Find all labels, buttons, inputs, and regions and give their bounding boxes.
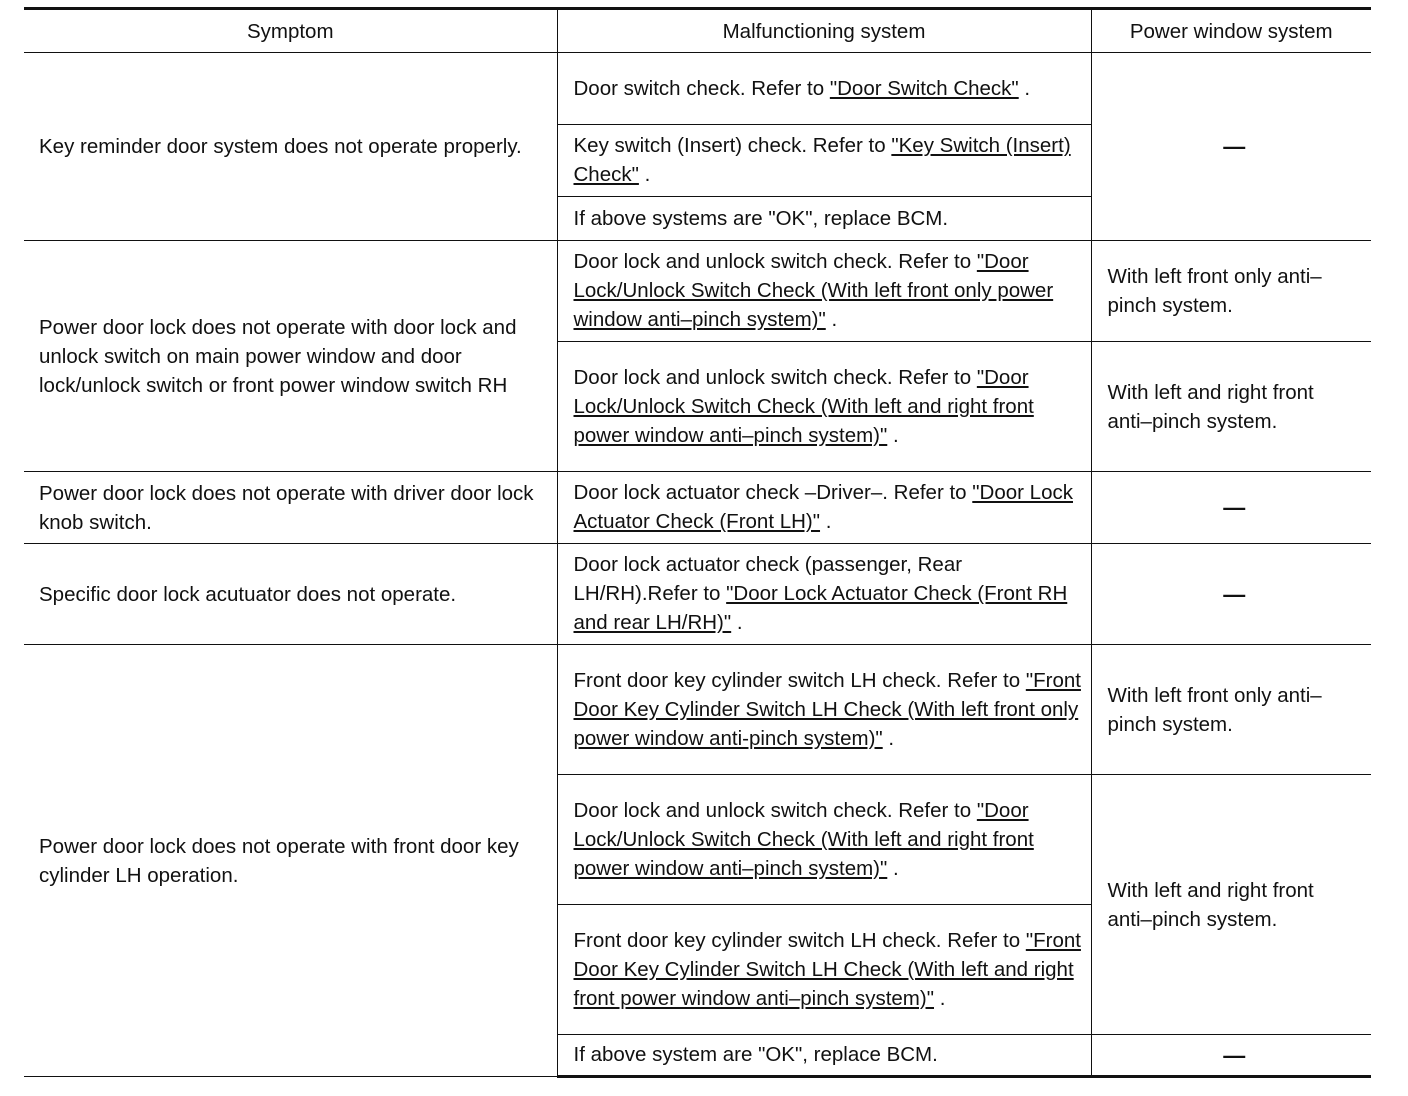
check-text: Door lock and unlock switch check. Refer to [573,798,977,822]
table-row [24,53,1371,125]
check-tail: . [731,611,743,634]
door-lock-unlock-switch-check-link[interactable]: "Door Lock/Unlock Switch Check (With left and right front power window anti–pinch system)" [573,798,1034,880]
check-text: Door lock actuator check (passenger, Rear LH/RH).Refer to [573,553,963,605]
power-window-cell: — [1091,472,1371,544]
check-cell [557,125,1091,197]
table-row [24,472,1371,544]
check-cell [557,645,1091,775]
symptom-cell: Power door lock does not operate with front door key cylinder LH operation. [24,645,557,1077]
check-cell [557,775,1091,905]
check-text: Door lock and unlock switch check. Refer to [573,250,977,273]
check-text: Key switch (Insert) check. Refer to [573,134,892,157]
symptom-cell: Power door lock does not operate with door lock and unlock switch on main power window and door lock/unlock switch or front power window switch RH [24,241,557,472]
door-lock-unlock-switch-check-link[interactable]: "Door Lock/Unlock Switch Check (With left and right front power window anti–pinch system)" [573,365,1034,447]
symptom-cell: Key reminder door system does not operate properly. [24,53,557,241]
key-cylinder-switch-check-link[interactable]: "Front Door Key Cylinder Switch LH Check (With left and right front power window anti–pinch system)" [573,928,1081,1010]
key-cylinder-switch-check-link[interactable]: "Front Door Key Cylinder Switch LH Check (With left front only power window anti-pinch system)" [573,668,1081,750]
power-window-cell: — [1091,1035,1371,1077]
check-cell [557,342,1091,472]
check-cell [557,544,1091,645]
door-lock-unlock-switch-check-link[interactable]: "Door Lock/Unlock Switch Check (With left front only power window anti–pinch system)" [573,250,1054,331]
check-tail: . [1018,76,1031,100]
power-window-cell: With left front only anti–pinch system. [1091,645,1371,775]
check-text: Door switch check. Refer to [573,76,830,100]
check-text: Door lock and unlock switch check. Refer to [573,365,977,389]
check-tail: . [820,510,832,533]
symptom-cell: Specific door lock acutuator does not operate. [24,544,557,645]
check-tail: . [638,163,651,186]
door-switch-check-link[interactable]: "Door Switch Check" [829,76,1019,100]
key-switch-check-link[interactable]: "Key Switch (Insert) Check" [573,134,1071,186]
table-row [24,241,1371,342]
table-row [24,544,1371,645]
door-lock-actuator-check-link[interactable]: "Door Lock Actuator Check (Front LH)" [573,481,1073,533]
header-symptom: Symptom [24,9,557,53]
check-tail: . [887,423,899,447]
power-window-cell: — [1091,53,1371,241]
power-window-cell: — [1091,544,1371,645]
check-cell [557,905,1091,1035]
check-tail: . [825,308,838,331]
check-cell [557,472,1091,544]
header-row [24,9,1371,53]
check-text: Front door key cylinder switch LH check. Refer to [573,928,1026,952]
power-window-cell: With left and right front anti–pinch system. [1091,775,1371,1035]
header-power-window-system: Power window system [1091,9,1371,53]
check-tail: . [934,986,946,1010]
check-text: Front door key cylinder switch LH check. Refer to [573,668,1026,692]
diagnosis-table [24,7,1371,1078]
door-lock-actuator-check-link[interactable]: "Door Lock Actuator Check (Front RH and rear LH/RH)" [573,582,1068,634]
check-text: Door lock actuator check –Driver–. Refer to [573,481,973,504]
header-malfunctioning-system: Malfunctioning system [557,9,1091,53]
power-window-cell: With left and right front anti–pinch system. [1091,342,1371,472]
check-cell [557,241,1091,342]
check-cell [557,53,1091,125]
check-tail: . [887,856,899,880]
check-tail: . [882,726,895,750]
table-row [24,645,1371,775]
check-cell: If above systems are "OK", replace BCM. [557,197,1091,241]
symptom-cell: Power door lock does not operate with driver door lock knob switch. [24,472,557,544]
power-window-cell: With left front only anti–pinch system. [1091,241,1371,342]
check-cell: If above system are "OK", replace BCM. [557,1035,1091,1077]
